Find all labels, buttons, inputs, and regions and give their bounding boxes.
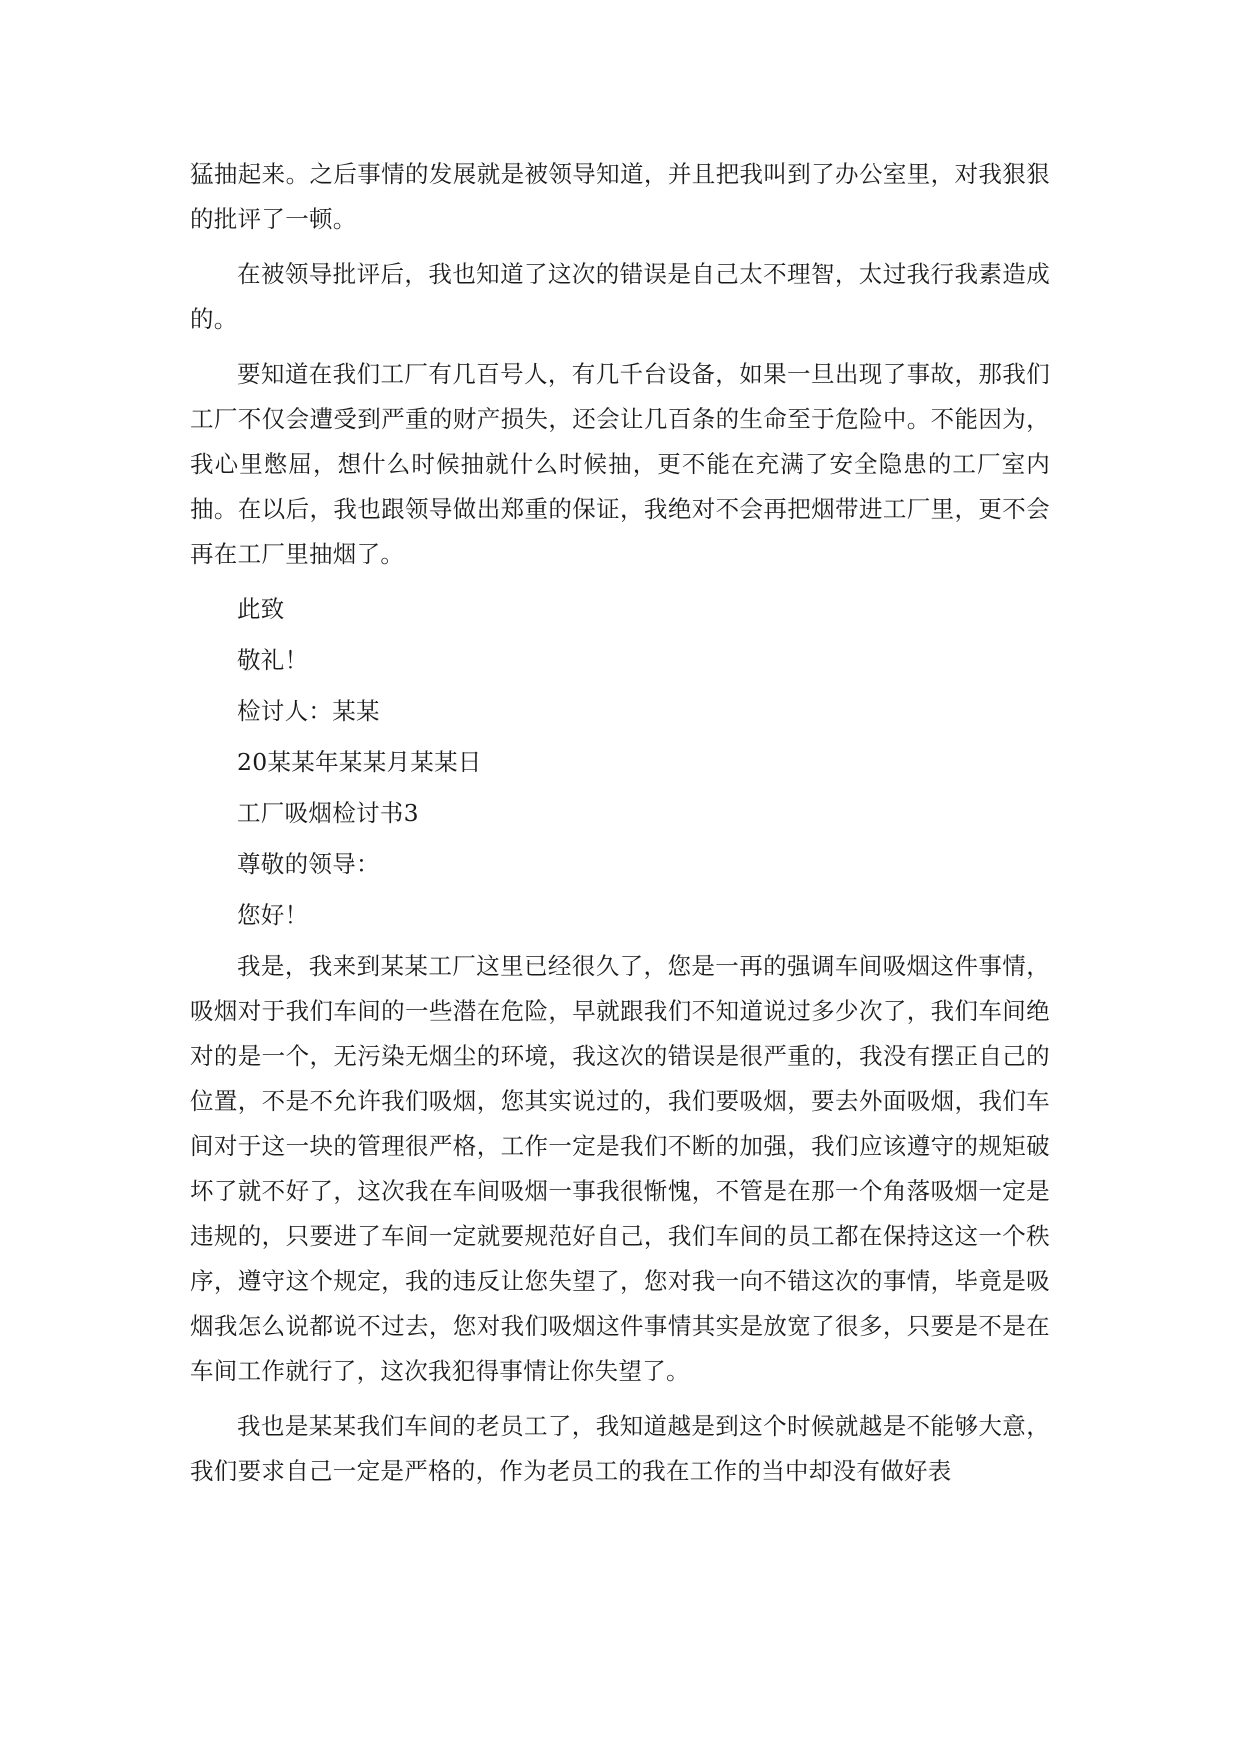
salutation: 尊敬的领导：: [237, 850, 380, 878]
paragraph: 我是，我来到某某工厂这里已经很久了，您是一再的强调车间吸烟这件事情，吸烟对于我们车间的一些潜在危险，早就跟我们不知道说过多少次了，我们车间绝对的是一个，无污染无烟尘的环境，我这次的错误是很严重的，我没有摆正自己的位置，不是不允许我们吸烟，您其实说过的，我们要吸烟，要去外面吸烟，我们车间对于这一块的管理很严格，工作一定是我们不断的加强，我们应该遵守的规矩破坏了就不好了，这次我在车间吸烟一事我很惭愧，不管是在那一个角落吸烟一定是违规的，只要进了车间一定就要规范好自己，我们车间的员工都在保持这这一个秩序，遵守这个规定，我的违反让您失望了，您对我一向不错这次的事情，毕竟是吸烟我怎么说都说不过去，您对我们吸烟这件事情其实是放宽了很多，只要是不是在车间工作就行了，这次我犯得事情让你失望了。: [190, 952, 1050, 1385]
date: 20某某年某某月某某日: [237, 748, 482, 776]
paragraph: 在被领导批评后，我也知道了这次的错误是自己太不理智，太过我行我素造成的。: [190, 260, 1050, 333]
greeting: 您好！: [237, 901, 309, 929]
paragraph: 要知道在我们工厂有几百号人，有几千台设备，如果一旦出现了事故，那我们工厂不仅会遭受到严重的财产损失，还会让几百条的生命至于危险中。不能因为，我心里憋屈，想什么时候抽就什么时候抽，更不能在充满了安全隐患的工厂室内抽。在以后，我也跟领导做出郑重的保证，我绝对不会再把烟带进工厂里，更不会再在工厂里抽烟了。: [190, 360, 1050, 568]
closing-jing-li: 敬礼！: [237, 646, 309, 674]
paragraph-continued: 猛抽起来。之后事情的发展就是被领导知道，并且把我叫到了办公室里，对我狠狠的批评了一顿。: [190, 160, 1050, 233]
section-title: 工厂吸烟检讨书3: [237, 799, 419, 827]
paragraph: 我也是某某我们车间的老员工了，我知道越是到这个时候就越是不能够大意，我们要求自己一定是严格的，作为老员工的我在工作的当中却没有做好表: [190, 1412, 1050, 1485]
document-body: [190, 152, 1050, 1504]
signer: 检讨人：某某: [237, 697, 380, 725]
closing-ci-zhi: 此致: [237, 595, 285, 623]
